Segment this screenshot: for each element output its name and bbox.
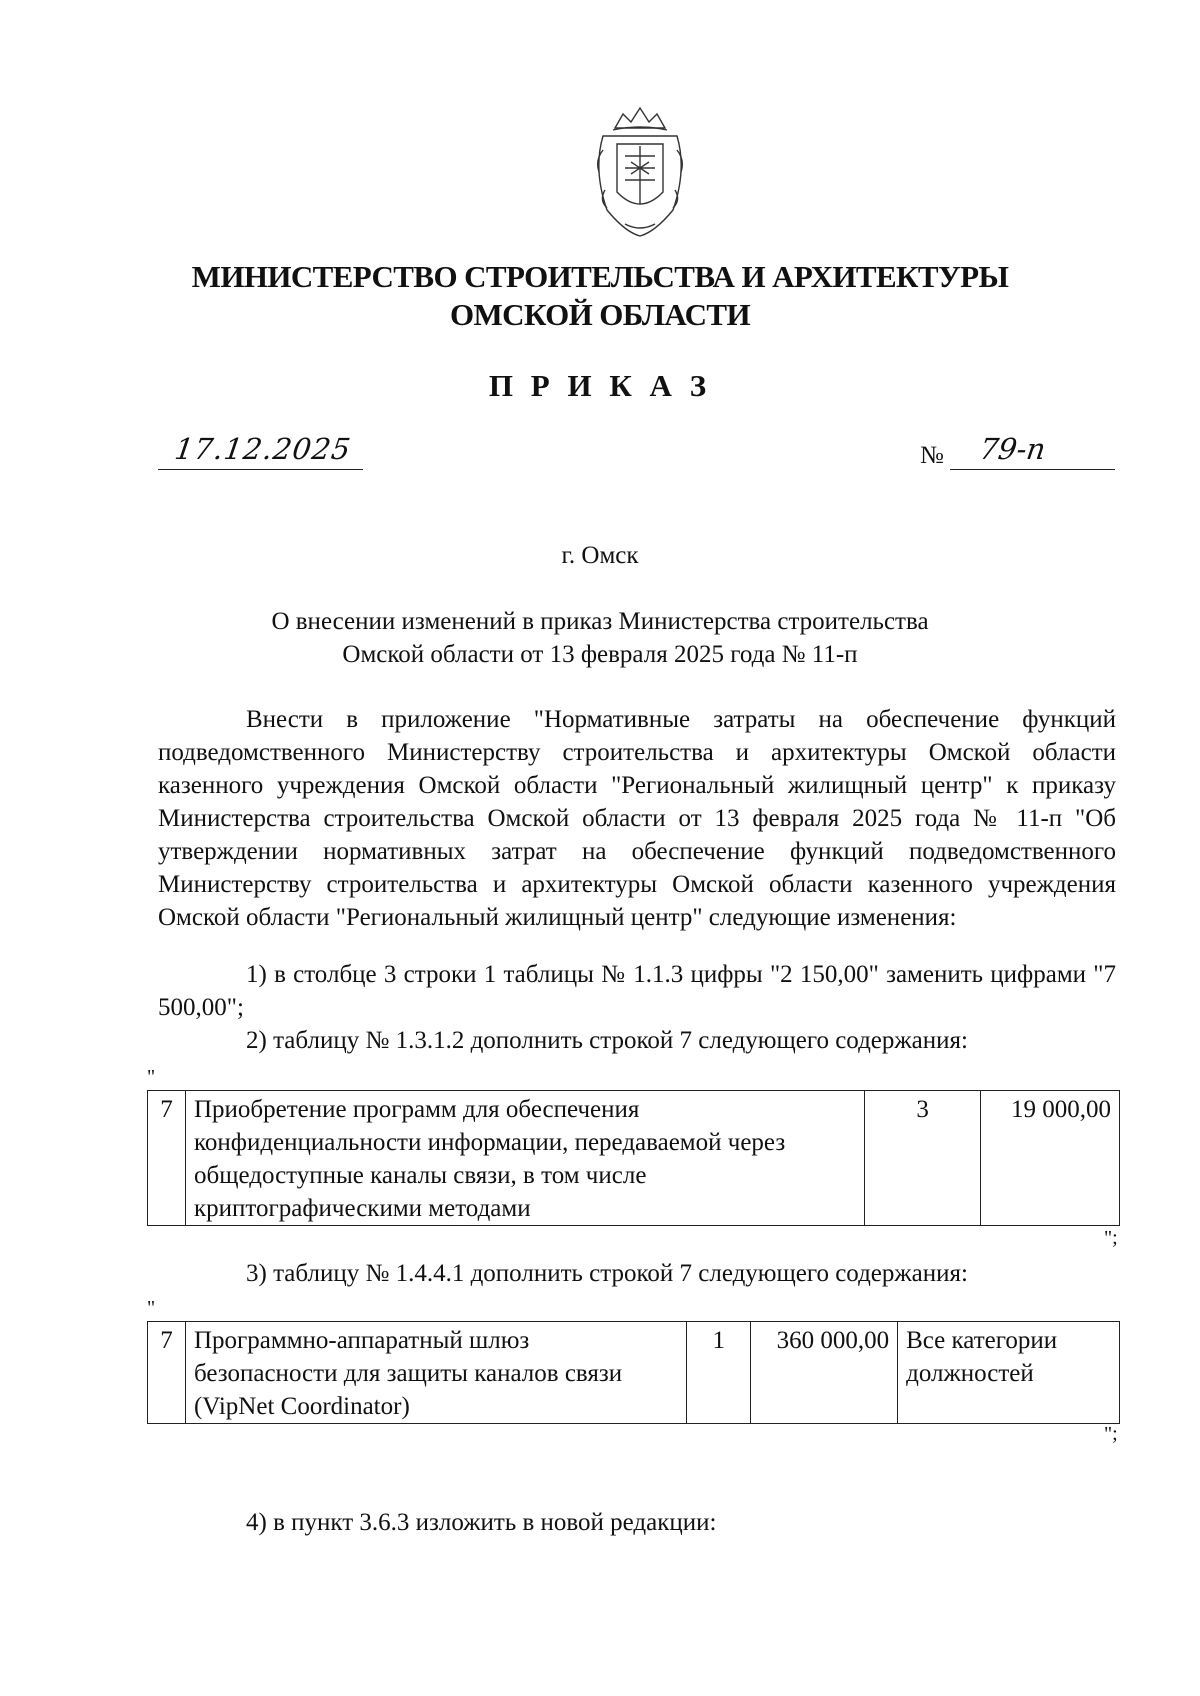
ministry-name-line2: ОМСКОЙ ОБЛАСТИ <box>450 297 750 332</box>
number-sign: № <box>920 442 944 469</box>
table-row <box>148 1322 1120 1424</box>
order-subject <box>0 605 1200 671</box>
cell-quantity: 3 <box>865 1091 981 1226</box>
date-underline <box>158 468 363 470</box>
document-type-title: П Р И К А З <box>488 368 712 403</box>
item-3-paragraph: 3) таблицу № 1.4.4.1 дополнить строкой 7 следующего содержания: <box>246 1260 968 1287</box>
cell-number: 7 <box>148 1091 186 1226</box>
subject-line1: О внесении изменений в приказ Министерства строительства <box>271 608 929 635</box>
open-quote-1: " <box>147 1066 156 1088</box>
close-quote-2: "; <box>1104 1423 1118 1445</box>
cell-name: Приобретение программ для обеспечения конфиденциальности информации, передаваемой через общедоступные каналы связи, в том числе криптографическими методами <box>185 1091 864 1226</box>
item-4-paragraph: 4) в пункт 3.6.3 изложить в новой редакции: <box>246 1509 717 1536</box>
cell-price: 360 000,00 <box>751 1322 898 1424</box>
subject-line2: Омской области от 13 февраля 2025 года № 11-п <box>342 641 858 668</box>
ministry-name-line1: МИНИСТЕРСТВО СТРОИТЕЛЬСТВА И АРХИТЕКТУРЫ <box>191 259 1009 294</box>
item-2-paragraph: 2) таблицу № 1.3.1.2 дополнить строкой 7 следующего содержания: <box>246 1027 968 1054</box>
order-date: 17.12.2025 <box>172 432 354 466</box>
table-1-4-4-1-row <box>147 1321 1120 1424</box>
item-1-paragraph: 1) в столбце 3 строки 1 таблицы № 1.1.3 цифры "2 150,00" заменить цифрами "7 500,00"; <box>158 961 1116 1021</box>
ministry-name <box>0 258 1200 334</box>
coat-of-arms-emblem <box>585 100 695 240</box>
table-1-3-1-2-row <box>147 1090 1120 1226</box>
city: г. Омск <box>561 542 639 569</box>
open-quote-2: " <box>147 1297 156 1319</box>
number-underline <box>950 468 1115 470</box>
table-row <box>148 1091 1120 1226</box>
close-quote-1: "; <box>1104 1227 1118 1249</box>
main-paragraph: Внести в приложение "Нормативные затраты на обеспечение функций подведомственного Министерству строительства и архитектуры Омской области казенного учреждения Омской области "Региональный жилищный центр" к приказу Министерства строительства Омской области от 13 февраля 2025 года № 11-п "Об утверждении нормативных затрат на обеспечение функций подведомственного Министерству строительства и архитектуры Омской области казенного учреждения Омской области "Региональный жилищный центр" следующие изменения: <box>158 706 1116 931</box>
cell-category: Все категории должностей <box>898 1322 1120 1424</box>
order-number: 79-п <box>977 432 1048 466</box>
cell-price: 19 000,00 <box>981 1091 1120 1226</box>
cell-quantity: 1 <box>687 1322 751 1424</box>
cell-number: 7 <box>148 1322 186 1424</box>
cell-name: Программно-аппаратный шлюз безопасности для защиты каналов связи (VipNet Coordinator) <box>185 1322 686 1424</box>
